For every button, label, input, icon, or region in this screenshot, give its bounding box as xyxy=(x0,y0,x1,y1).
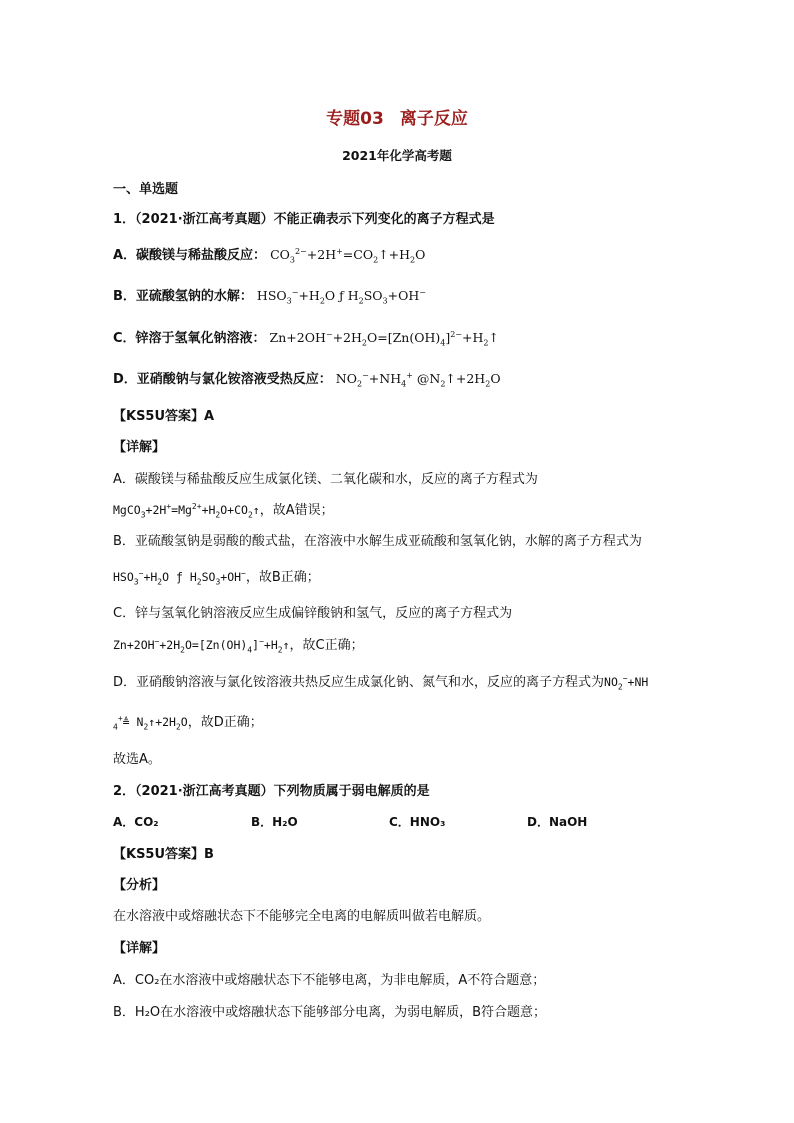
q1-explanation-b: B．亚硫酸氢钠是弱酸的酸式盐，在溶液中水解生成亚硫酸和氢氧化钠，水解的离子方程式为 xyxy=(113,534,642,549)
question-2-stem: 2．（2021·浙江高考真题）下列物质属于弱电解质的是 xyxy=(113,784,430,799)
q2-detail-heading: 【详解】 xyxy=(113,941,166,956)
q1-option-c xyxy=(113,327,499,346)
question-1-stem: 1．（2021·浙江高考真题）不能正确表示下列变化的离子方程式是 xyxy=(113,212,495,227)
q1-explanation-c-formula: $Zn+2OH^-+2H_2O=[Zn(OH)_4]^-+H_2↑$ xyxy=(113,637,290,655)
q1-option-b-formula: $HSO_3^-+H_2O$ ƒ $H_2SO_3+OH^-$ xyxy=(256,287,426,306)
q1-option-c-formula: $Zn+2OH^-+2H_2O=[Zn(OH)_4]^{2-}+H_2↑$ xyxy=(269,329,499,348)
q1-explanation-c-verdict: ，故C正确； xyxy=(289,638,364,653)
q1-option-b xyxy=(113,285,426,304)
q2-option-d: D．NaOH xyxy=(527,815,588,829)
q1-option-d-formula: $NO_2^-+NH_4^+$ $@N_2↑+2H_2O$ xyxy=(335,370,501,389)
page-subtitle: 2021年化学高考题 xyxy=(342,148,452,163)
q1-explanation-a-formula: $MgCO_3+2H^+=Mg^{2+}+H_2O+CO_2↑$ xyxy=(113,502,260,520)
q2-explanation-a: A．CO₂在水溶液中或熔融状态下不能够电离，为非电解质，A不符合题意； xyxy=(113,973,546,988)
q2-analysis-heading: 【分析】 xyxy=(113,878,166,893)
q1-explanation-d-text: D．亚硝酸钠溶液与氯化铵溶液共热反应生成氯化钠、氮气和水，反应的离子方程式为 xyxy=(113,675,605,690)
q1-explanation-d-formula-start: $NO_2^-+NH$ xyxy=(604,674,649,692)
q2-option-c: C．HNO₃ xyxy=(389,815,446,829)
q2-option-b: B．H₂O xyxy=(251,815,298,829)
title-topic-name: 离子反应 xyxy=(399,109,468,129)
q1-option-a xyxy=(113,244,425,263)
q1-option-b-label: B．亚硫酸氢钠的水解： xyxy=(113,289,253,304)
q1-explanation-a-equation xyxy=(113,499,334,518)
q1-explanation-c-equation xyxy=(113,634,364,653)
q2-options xyxy=(113,813,713,831)
q1-conclusion: 故选A。 xyxy=(113,752,161,767)
q1-explanation-d-verdict: ，故D正确； xyxy=(187,715,263,730)
q1-explanation-b-formula: $HSO_3^-+H_2O$ ƒ $H_2SO_3+OH^-$ xyxy=(113,569,246,587)
q1-explanation-b-verdict: ，故B正确； xyxy=(245,570,320,585)
q1-explanation-d-equation xyxy=(113,711,263,730)
q2-answer: 【KS5U答案】B xyxy=(113,847,214,862)
q1-explanation-d-formula-end: $_4$+≜ $N_2↑+2H_2O$ xyxy=(113,714,188,732)
section-heading: 一、单选题 xyxy=(113,182,179,197)
q1-option-a-formula: $CO_3^{2-}+2H^+=CO_2↑+H_2O$ xyxy=(270,246,426,265)
q1-explanation-d xyxy=(113,671,648,690)
q1-option-a-label: A．碳酸镁与稀盐酸反应： xyxy=(113,248,267,263)
q1-explanation-a-verdict: ，故A错误； xyxy=(259,503,334,518)
q1-explanation-a: A．碳酸镁与稀盐酸反应生成氯化镁、二氧化碳和水，反应的离子方程式为 xyxy=(113,472,538,487)
q1-answer: 【KS5U答案】A xyxy=(113,409,215,424)
q2-option-a: A．CO₂ xyxy=(113,815,159,829)
q1-option-d xyxy=(113,368,501,387)
q1-option-c-label: C．锌溶于氢氧化钠溶液： xyxy=(113,331,266,346)
q1-explanation-c: C．锌与氢氧化钠溶液反应生成偏锌酸钠和氢气，反应的离子方程式为 xyxy=(113,606,513,621)
q1-explanation-b-equation xyxy=(113,566,320,585)
q2-explanation-b: B．H₂O在水溶液中或熔融状态下能够部分电离，为弱电解质，B符合题意； xyxy=(113,1005,547,1020)
q2-analysis: 在水溶液中或熔融状态下不能够完全电离的电解质叫做若电解质。 xyxy=(113,909,491,924)
page-title xyxy=(0,104,794,129)
q1-option-d-label: D．亚硝酸钠与氯化铵溶液受热反应： xyxy=(113,372,332,387)
title-topic-number: 专题03 xyxy=(326,109,384,129)
q1-detail-heading: 【详解】 xyxy=(113,440,166,455)
